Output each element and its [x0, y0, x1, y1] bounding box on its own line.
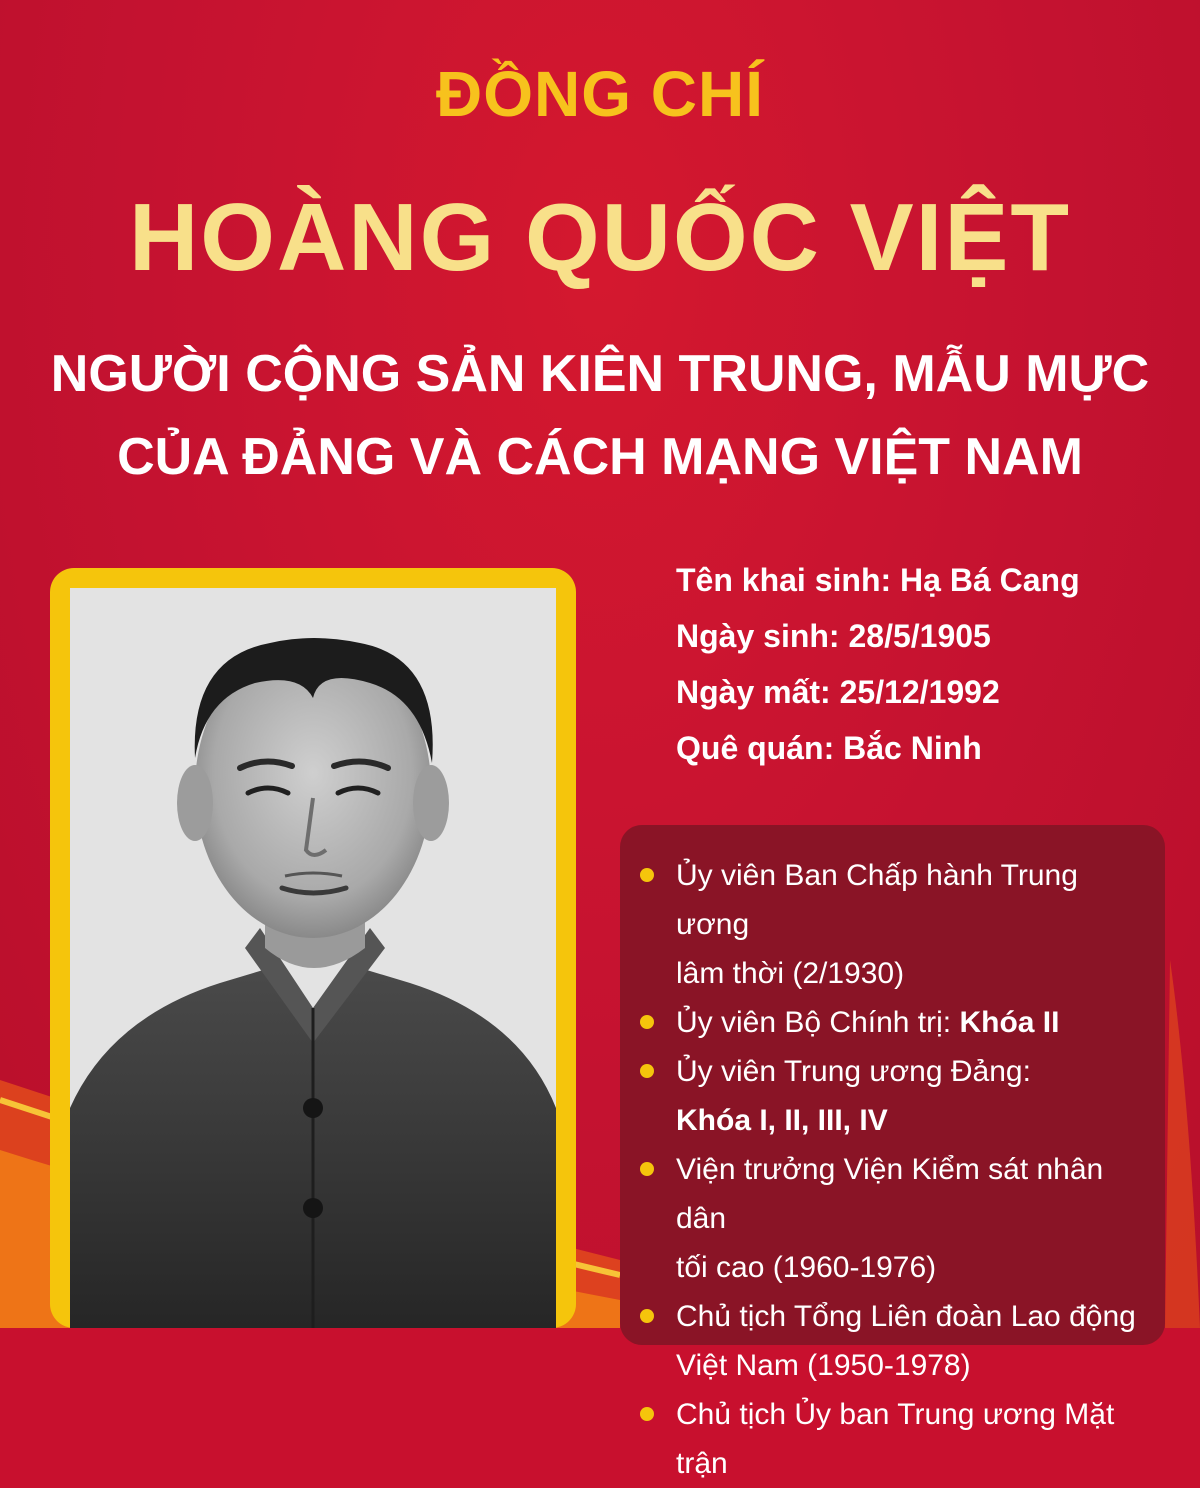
- role-line: Chủ tịch Tổng Liên đoàn Lao động: [676, 1300, 1136, 1333]
- role-line: Việt Nam (1950-1978): [676, 1349, 971, 1382]
- bullet-icon: [640, 1064, 654, 1078]
- role-term: Khóa I, II, III, IV: [676, 1104, 888, 1137]
- portrait-illustration: [70, 588, 556, 1328]
- role-item: [640, 1047, 1145, 1145]
- subtitle-line-1: NGƯỜI CỘNG SẢN KIÊN TRUNG, MẪU MỰC: [50, 345, 1150, 403]
- role-term: Khóa II: [959, 1006, 1060, 1039]
- role-line: Chủ tịch Ủy ban Trung ương Mặt trận: [676, 1398, 1115, 1480]
- subtitle-line-2: CỦA ĐẢNG VÀ CÁCH MẠNG VIỆT NAM: [117, 428, 1083, 486]
- role-item: [640, 1292, 1145, 1390]
- bullet-icon: [640, 868, 654, 882]
- role-line: lâm thời (2/1930): [676, 957, 905, 990]
- bullet-icon: [640, 1162, 654, 1176]
- role-line: Viện trưởng Viện Kiểm sát nhân dân: [676, 1153, 1104, 1235]
- portrait-photo: [70, 588, 556, 1328]
- role-line: Ủy viên Trung ương Đảng:: [676, 1055, 1031, 1088]
- fact-birth-date: Ngày sinh: 28/5/1905: [676, 618, 991, 654]
- bullet-icon: [640, 1015, 654, 1029]
- biography-facts: [676, 552, 1176, 776]
- portrait-frame: [50, 568, 576, 1328]
- bullet-icon: [640, 1407, 654, 1421]
- page-title: HOÀNG QUỐC VIỆT: [128, 184, 1072, 291]
- heading-kicker: ĐỒNG CHÍ: [436, 58, 764, 130]
- bullet-icon: [640, 1309, 654, 1323]
- role-line: tối cao (1960-1976): [676, 1251, 937, 1284]
- role-item: [640, 998, 1145, 1047]
- roles-panel: [620, 825, 1165, 1480]
- fact-birth-name: Tên khai sinh: Hạ Bá Cang: [676, 562, 1080, 598]
- fact-hometown: Quê quán: Bắc Ninh: [676, 730, 982, 766]
- role-item: [640, 851, 1145, 998]
- role-line: Ủy viên Bộ Chính trị:: [676, 1006, 960, 1039]
- role-item: [640, 1145, 1145, 1292]
- role-line: Ủy viên Ban Chấp hành Trung ương: [676, 859, 1078, 941]
- role-item: [640, 1390, 1145, 1488]
- fact-death-date: Ngày mất: 25/12/1992: [676, 674, 1000, 710]
